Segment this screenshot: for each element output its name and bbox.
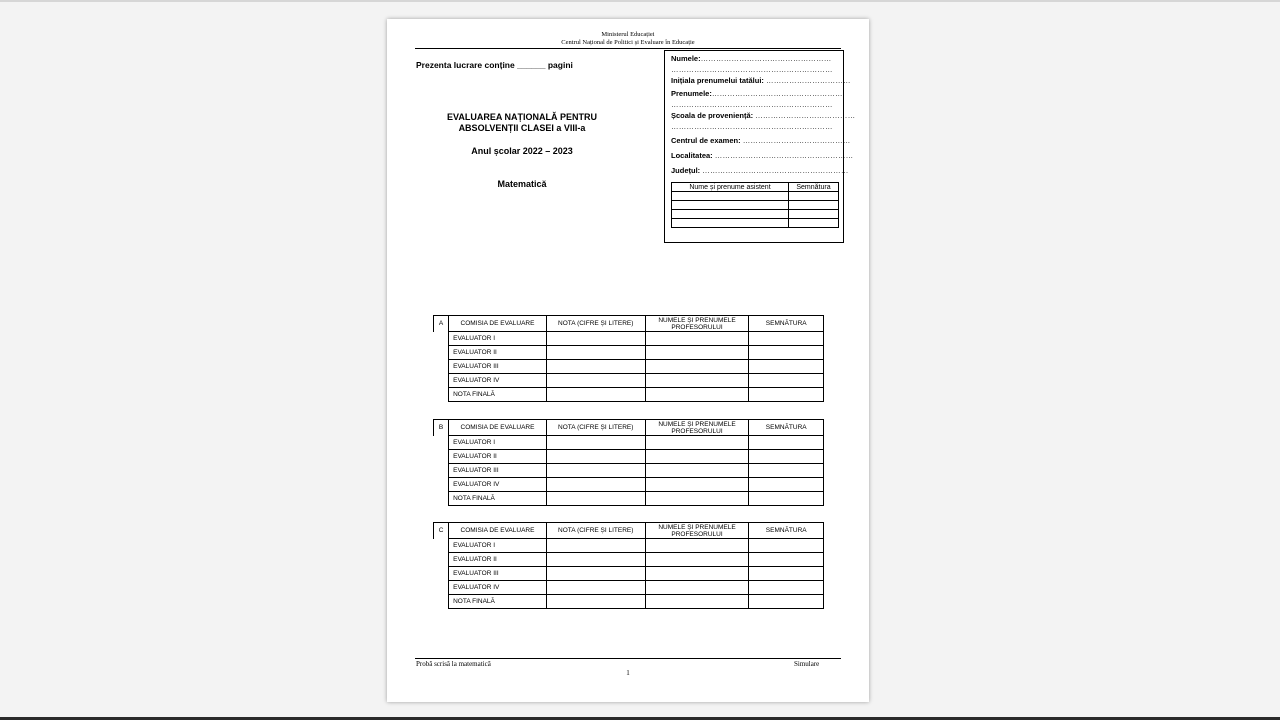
prenumele-continuation[interactable]: ………………………………………………………	[671, 100, 833, 109]
col-nota: NOTA (CIFRE ȘI LITERE)	[546, 523, 645, 539]
scoala-line[interactable]: Școala de proveniență: …………………………………	[671, 111, 856, 120]
school-year: Anul școlar 2022 – 2023	[471, 146, 573, 156]
final-grade-row	[434, 492, 824, 506]
signature-cell[interactable]	[749, 388, 824, 402]
final-grade-label: NOTA FINALĂ	[449, 492, 547, 506]
signature-cell[interactable]	[749, 595, 824, 609]
evaluator-label: EVALUATOR I	[449, 436, 547, 450]
assistant-name-cell[interactable]	[672, 192, 789, 201]
document-page	[387, 19, 869, 702]
signature-cell[interactable]	[749, 492, 824, 506]
pages-suffix: pagini	[547, 60, 573, 70]
initiala-line[interactable]: Inițiala prenumelui tatălui: ……………………………	[671, 76, 851, 85]
evaluator-row	[434, 478, 824, 492]
assistant-name-cell[interactable]	[672, 210, 789, 219]
header-rule	[415, 48, 841, 49]
candidate-id-box	[664, 50, 856, 243]
evaluator-row	[434, 539, 824, 553]
teacher-cell[interactable]	[645, 464, 749, 478]
signature-cell[interactable]	[749, 539, 824, 553]
signature-cell[interactable]	[749, 581, 824, 595]
grade-cell[interactable]	[546, 360, 645, 374]
center-name: Centrul Național de Politici și Evaluare în Educație	[561, 39, 695, 46]
numele-continuation[interactable]: ………………………………………………………	[671, 65, 833, 74]
teacher-cell[interactable]	[645, 492, 749, 506]
grade-cell[interactable]	[546, 492, 645, 506]
assistant-name-cell[interactable]	[672, 201, 789, 210]
signature-cell[interactable]	[749, 553, 824, 567]
assistant-table-header	[672, 183, 839, 192]
evaluation-table-header	[434, 523, 824, 539]
assistant-row	[672, 219, 839, 228]
evaluation-table-c	[433, 522, 824, 609]
teacher-cell[interactable]	[645, 360, 749, 374]
teacher-cell[interactable]	[645, 595, 749, 609]
evaluator-label: EVALUATOR IV	[449, 478, 547, 492]
judetul-line[interactable]: Județul: …………………………………………………	[671, 166, 849, 175]
grade-cell[interactable]	[546, 553, 645, 567]
evaluator-row	[434, 553, 824, 567]
teacher-cell[interactable]	[645, 567, 749, 581]
assistant-name-cell[interactable]	[672, 219, 789, 228]
grade-cell[interactable]	[546, 464, 645, 478]
final-grade-row	[434, 388, 824, 402]
final-grade-label: NOTA FINALĂ	[449, 595, 547, 609]
col-nota: NOTA (CIFRE ȘI LITERE)	[546, 420, 645, 436]
col-comisia: COMISIA DE EVALUARE	[449, 420, 547, 436]
prenumele-line[interactable]: Prenumele:……………………………………………	[671, 89, 843, 98]
section-label: A	[434, 316, 449, 332]
pages-prefix: Prezenta lucrare conține	[416, 60, 515, 70]
teacher-cell[interactable]	[645, 374, 749, 388]
evaluator-row	[434, 567, 824, 581]
evaluator-row	[434, 360, 824, 374]
page-number: 1	[626, 669, 630, 677]
col-comisia: COMISIA DE EVALUARE	[449, 316, 547, 332]
evaluator-label: EVALUATOR I	[449, 332, 547, 346]
signature-cell[interactable]	[749, 567, 824, 581]
grade-cell[interactable]	[546, 346, 645, 360]
evaluator-label: EVALUATOR III	[449, 464, 547, 478]
subject-title: Matematică	[497, 179, 547, 189]
assistant-signature-cell[interactable]	[789, 219, 839, 228]
col-semnatura: SEMNĂTURA	[749, 420, 824, 436]
viewer-top-border	[0, 0, 1280, 2]
evaluator-label: EVALUATOR II	[449, 346, 547, 360]
assistant-signature-cell[interactable]	[789, 192, 839, 201]
evaluator-label: EVALUATOR II	[449, 450, 547, 464]
signature-cell[interactable]	[749, 346, 824, 360]
teacher-cell[interactable]	[645, 388, 749, 402]
scoala-continuation[interactable]: ………………………………………………………	[671, 122, 833, 131]
teacher-cell[interactable]	[645, 332, 749, 346]
teacher-cell[interactable]	[645, 478, 749, 492]
teacher-cell[interactable]	[645, 436, 749, 450]
section-label: B	[434, 420, 449, 436]
pages-statement	[416, 60, 573, 70]
assistant-signature-cell[interactable]	[789, 201, 839, 210]
col-profesor: NUMELE ȘI PRENUMELE PROFESORULUI	[645, 316, 749, 332]
evaluator-row	[434, 332, 824, 346]
evaluator-label: EVALUATOR IV	[449, 374, 547, 388]
final-grade-label: NOTA FINALĂ	[449, 388, 547, 402]
signature-cell[interactable]	[749, 464, 824, 478]
evaluator-row	[434, 374, 824, 388]
signature-cell[interactable]	[749, 436, 824, 450]
evaluator-row	[434, 464, 824, 478]
signature-cell[interactable]	[749, 374, 824, 388]
col-semnatura: SEMNĂTURA	[749, 523, 824, 539]
teacher-cell[interactable]	[645, 346, 749, 360]
exam-title-line2: ABSOLVENȚII CLASEI a VIII-a	[458, 123, 586, 133]
evaluator-label: EVALUATOR II	[449, 553, 547, 567]
grade-cell[interactable]	[546, 388, 645, 402]
grade-cell[interactable]	[546, 595, 645, 609]
evaluator-row	[434, 436, 824, 450]
evaluator-label: EVALUATOR III	[449, 360, 547, 374]
grade-cell[interactable]	[546, 478, 645, 492]
grade-cell[interactable]	[546, 332, 645, 346]
evaluation-table-header	[434, 420, 824, 436]
localitatea-line[interactable]: Localitatea: ………………………………………………	[671, 151, 854, 160]
footer-subject: Probă scrisă la matematică	[416, 660, 491, 668]
col-semnatura: SEMNĂTURA	[749, 316, 824, 332]
exam-title	[417, 112, 627, 134]
assistant-table	[671, 182, 839, 228]
assistant-row	[672, 192, 839, 201]
footer-rule	[415, 658, 841, 659]
assistant-signature-cell[interactable]	[789, 210, 839, 219]
grade-cell[interactable]	[546, 374, 645, 388]
evaluator-row	[434, 346, 824, 360]
col-nota: NOTA (CIFRE ȘI LITERE)	[546, 316, 645, 332]
col-profesor: NUMELE ȘI PRENUMELE PROFESORULUI	[645, 523, 749, 539]
evaluation-table-a	[433, 315, 824, 402]
section-label: C	[434, 523, 449, 539]
numele-line[interactable]: Numele:……………………………………………	[671, 54, 832, 63]
teacher-cell[interactable]	[645, 450, 749, 464]
teacher-cell[interactable]	[645, 539, 749, 553]
col-profesor: NUMELE ȘI PRENUMELE PROFESORULUI	[645, 420, 749, 436]
grade-cell[interactable]	[546, 581, 645, 595]
grade-cell[interactable]	[546, 450, 645, 464]
final-grade-row	[434, 595, 824, 609]
col-comisia: COMISIA DE EVALUARE	[449, 523, 547, 539]
grade-cell[interactable]	[546, 539, 645, 553]
signature-cell[interactable]	[749, 332, 824, 346]
signature-cell[interactable]	[749, 478, 824, 492]
evaluator-label: EVALUATOR IV	[449, 581, 547, 595]
evaluator-row	[434, 581, 824, 595]
signature-cell[interactable]	[749, 450, 824, 464]
assistant-name-header: Nume și prenume asistent	[672, 183, 789, 192]
evaluator-row	[434, 450, 824, 464]
exam-title-line1: EVALUAREA NAȚIONALĂ PENTRU	[447, 112, 597, 122]
assistant-row	[672, 210, 839, 219]
evaluator-label: EVALUATOR I	[449, 539, 547, 553]
evaluation-table-b	[433, 419, 824, 506]
centrul-line[interactable]: Centrul de examen: ……………………………………	[671, 136, 851, 145]
assistant-signature-header: Semnătura	[789, 183, 839, 192]
assistant-row	[672, 201, 839, 210]
evaluation-table-header	[434, 316, 824, 332]
footer-session: Simulare	[794, 660, 820, 668]
pages-blank: ______	[517, 60, 546, 70]
grade-cell[interactable]	[546, 567, 645, 581]
ministry-name: Ministerul Educației	[601, 31, 655, 38]
teacher-cell[interactable]	[645, 581, 749, 595]
teacher-cell[interactable]	[645, 553, 749, 567]
signature-cell[interactable]	[749, 360, 824, 374]
evaluator-label: EVALUATOR III	[449, 567, 547, 581]
grade-cell[interactable]	[546, 436, 645, 450]
